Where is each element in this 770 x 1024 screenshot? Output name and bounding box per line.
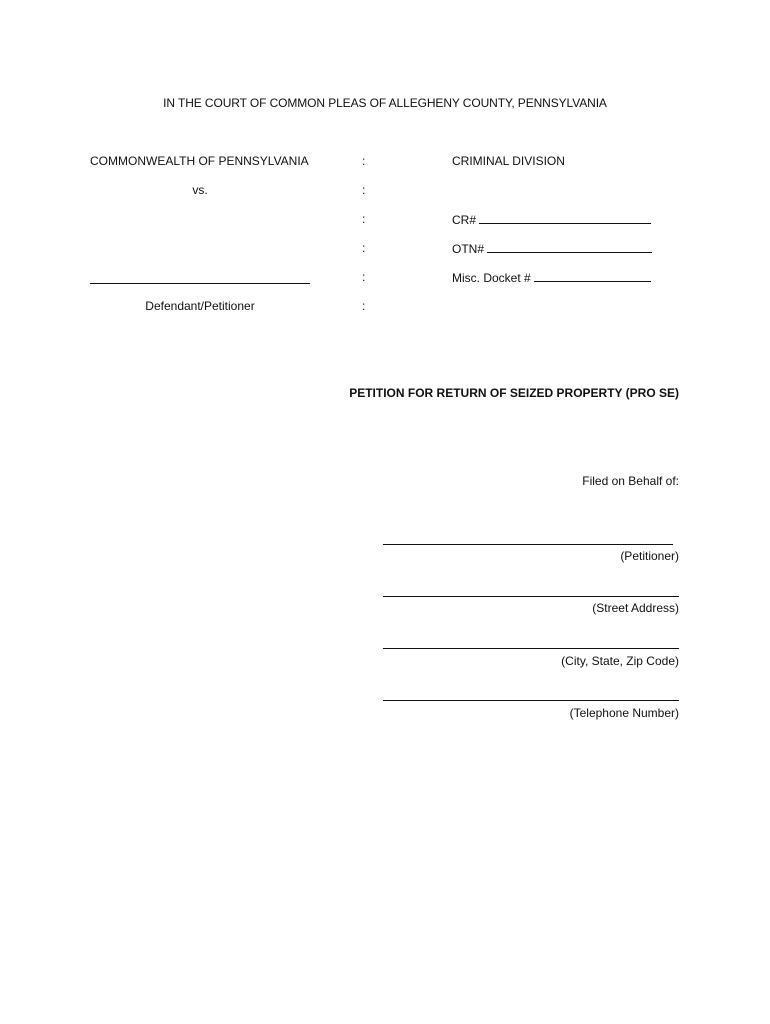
- street-address-label: (Street Address): [592, 601, 679, 615]
- cr-number-blank[interactable]: [479, 212, 651, 224]
- city-state-zip-label: (City, State, Zip Code): [561, 654, 679, 668]
- telephone-blank[interactable]: [383, 700, 679, 701]
- caption-colon: :: [362, 154, 366, 168]
- defendant-label: Defendant/Petitioner: [145, 299, 255, 313]
- versus-text: vs.: [192, 183, 208, 197]
- caption-colon: :: [362, 270, 366, 284]
- misc-docket-blank[interactable]: [534, 270, 651, 282]
- plaintiff-name: COMMONWEALTH OF PENNSYLVANIA: [90, 154, 309, 168]
- court-title: IN THE COURT OF COMMON PLEAS OF ALLEGHENY COUNTY, PENNSYLVANIA: [163, 96, 607, 110]
- defendant-name-blank[interactable]: [90, 283, 310, 284]
- city-state-zip-blank[interactable]: [383, 648, 679, 649]
- otn-number-row: [452, 241, 652, 256]
- caption-colon: :: [362, 183, 366, 197]
- caption-colon: :: [362, 212, 366, 226]
- otn-number-blank[interactable]: [487, 241, 652, 253]
- misc-docket-row: [452, 270, 651, 285]
- street-address-blank[interactable]: [383, 596, 679, 597]
- division-label: CRIMINAL DIVISION: [452, 154, 565, 168]
- otn-label: OTN#: [452, 242, 485, 256]
- petition-title: PETITION FOR RETURN OF SEIZED PROPERTY (PRO SE): [349, 386, 679, 400]
- filed-on-behalf-label: Filed on Behalf of:: [582, 474, 679, 488]
- telephone-label: (Telephone Number): [569, 706, 679, 720]
- cr-number-row: [452, 212, 651, 227]
- caption-colon: :: [362, 241, 366, 255]
- caption-colon: :: [362, 299, 366, 313]
- petitioner-label: (Petitioner): [620, 549, 679, 563]
- petitioner-name-blank[interactable]: [383, 544, 673, 545]
- misc-docket-label: Misc. Docket #: [452, 271, 531, 285]
- cr-label: CR#: [452, 213, 477, 227]
